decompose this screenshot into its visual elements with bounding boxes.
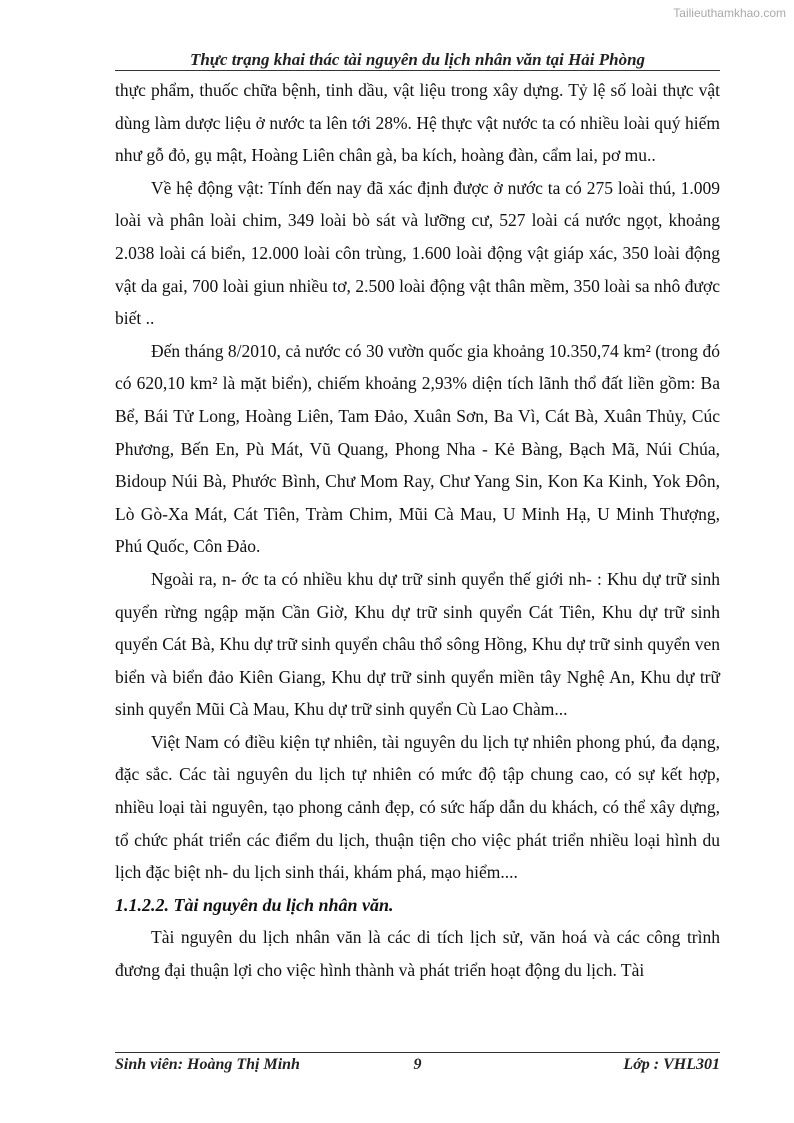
footer-student-name: Sinh viên: Hoàng Thị Minh [115,1056,300,1073]
page-footer [115,1056,720,1078]
header-divider [115,70,720,71]
watermark-text: Tailieuthamkhao.com [673,6,786,20]
footer-class: Lớp : VHL301 [623,1056,720,1073]
paragraph-cultural-resources: Tài nguyên du lịch nhân văn là các di tích lịch sử, văn hoá và các công trình đương đại thuận lợi cho việc hình thành và phát triển hoạt động du lịch. Tài [115,927,720,981]
document-body [115,74,720,987]
paragraph-biosphere-reserves: Ngoài ra, n- ớc ta có nhiều khu dự trữ sinh quyển thế giới nh- : Khu dự trữ sinh quyển rừng ngập mặn Cần Giờ, Khu dự trữ sinh quyển Cát Tiên, Khu dự trữ sinh quyển Cát Bà, Khu dự trữ sinh quyển châu thổ sông Hồng, Khu dự trữ sinh quyển ven biển và biển đảo Kiên Giang, Khu dự trữ sinh quyển miền tây Nghệ An, Khu dự trữ sinh quyển Mũi Cà Mau, Khu dự trữ sinh quyển Cù Lao Chàm... [115,568,720,720]
section-heading: 1.1.2.2. Tài nguyên du lịch nhân văn. [115,894,394,915]
paragraph-national-parks: Đến tháng 8/2010, cả nước có 30 vườn quốc gia khoảng 10.350,74 km² (trong đó có 620,10 km² là mặt biển), chiếm khoảng 2,93% diện tích lãnh thổ đất liền gồm: Ba Bể, Bái Tử Long, Hoàng Liên, Tam Đảo, Xuân Sơn, Ba Vì, Cát Bà, Xuân Thủy, Cúc Phương, Bến En, Pù Mát, Vũ Quang, Phong Nha - Kẻ Bàng, Bạch Mã, Núi Chúa, Bidoup Núi Bà, Phước Bình, Chư Mom Ray, Chư Yang Sin, Kon Ka Kinh, Yok Đôn, Lò Gò-Xa Mát, Cát Tiên, Tràm Chim, Mũi Cà Mau, U Minh Hạ, U Minh Thượng, Phú Quốc, Côn Đảo. [115,340,720,557]
page-header-title: Thực trạng khai thác tài nguyên du lịch nhân văn tại Hải Phòng [189,50,646,69]
footer-divider [115,1052,720,1053]
paragraph-fauna: Về hệ động vật: Tính đến nay đã xác định được ở nước ta có 275 loài thú, 1.009 loài và phân loài chim, 349 loài bò sát và lưỡng cư, 527 loài cá nước ngọt, khoảng 2.038 loài cá biển, 12.000 loài côn trùng, 1.600 loài động vật giáp xác, 350 loài động vật da gai, 700 loài giun nhiều tơ, 2.500 loài động vật thân mềm, 350 loài sa nhô được biết .. [115,177,720,329]
paragraph-natural-resources-summary: Việt Nam có điều kiện tự nhiên, tài nguyên du lịch tự nhiên phong phú, đa dạng, đặc sắc. Các tài nguyên du lịch tự nhiên có mức độ tập chung cao, có sự kết hợp, nhiều loại tài nguyên, tạo phong cảnh đẹp, có sức hấp dẫn du khách, có thể xây dựng, tổ chức phát triển các điểm du lịch, thuận tiện cho việc phát triển nhiều loại hình du lịch đặc biệt nh- du lịch sinh thái, khám phá, mạo hiểm.... [115,731,720,883]
footer-page-number: 9 [413,1056,422,1073]
paragraph-flora-continued: thực phẩm, thuốc chữa bệnh, tinh dầu, vật liệu trong xây dựng. Tỷ lệ số loài thực vật dùng làm dược liệu ở nước ta lên tới 28%. Hệ thực vật nước ta có nhiều loài quý hiếm như gỗ đỏ, gụ mật, Hoàng Liên chân gà, ba kích, hoàng đàn, cẩm lai, pơ mu.. [115,80,720,166]
